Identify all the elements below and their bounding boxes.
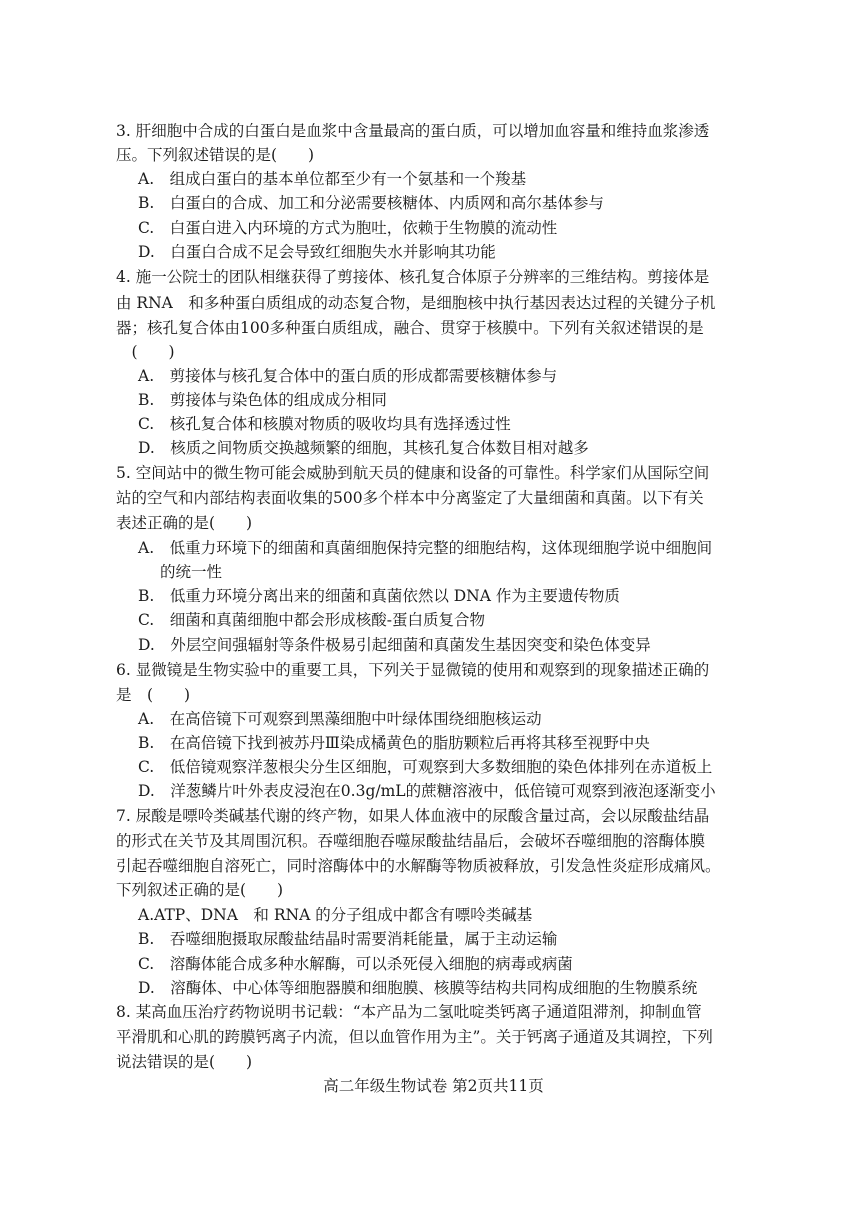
q7-option-a: A.ATP、DNA 和 RNA 的分子组成中都含有嘌呤类碱基: [138, 906, 533, 924]
q3-stem-line-1: 3. 肝细胞中合成的白蛋白是血浆中含量最高的蛋白质，可以增加血容量和维持血浆渗透: [116, 122, 710, 140]
q5-stem-line-3: 表述正确的是( ): [116, 514, 253, 532]
q8-stem-line-1: 8. 某高血压治疗药物说明书记载：“本产品为二氢吡啶类钙离子通道阻滞剂，抑制血管: [116, 1003, 702, 1021]
q3-option-c: C. 白蛋白进入内环境的方式为胞吐，依赖于生物膜的流动性: [138, 219, 558, 237]
q6-stem-line-2: 是 ( ): [116, 686, 191, 704]
q4-stem-line-1: 4. 施一公院士的团队相继获得了剪接体、核孔复合体原子分辨率的三维结构。剪接体是: [116, 268, 710, 286]
q4-stem-line-2: 由 RNA 和多种蛋白质组成的动态复合物，是细胞核中执行基因表达过程的关键分子机: [116, 294, 716, 312]
q6-option-a: A. 在高倍镜下可观察到黑藻细胞中叶绿体围绕细胞核运动: [138, 710, 542, 728]
q6-stem-line-1: 6. 显微镜是生物实验中的重要工具，下列关于显微镜的使用和观察到的现象描述正确的: [116, 661, 710, 679]
q3-stem-line-2: 压。下列叙述错误的是( ): [116, 146, 315, 164]
q7-option-d: D. 溶酶体、中心体等细胞器膜和细胞膜、核膜等结构共同构成细胞的生物膜系统: [138, 979, 698, 997]
q4-option-c: C. 核孔复合体和核膜对物质的吸收均具有选择透过性: [138, 415, 511, 433]
q5-stem-line-1: 5. 空间站中的微生物可能会威胁到航天员的健康和设备的可靠性。科学家们从国际空间: [116, 464, 710, 482]
q7-stem-line-4: 下列叙述正确的是( ): [116, 881, 284, 899]
q5-option-b: B. 低重力环境分离出来的细菌和真菌依然以 DNA 作为主要遗传物质: [138, 587, 620, 605]
q4-option-d: D. 核质之间物质交换越频繁的细胞，其核孔复合体数目相对越多: [138, 439, 589, 457]
q4-stem-line-3: 器；核孔复合体由100多种蛋白质组成，融合、贯穿于核膜中。下列有关叙述错误的是: [116, 319, 704, 337]
q3-option-d: D. 白蛋白合成不足会导致红细胞失水并影响其功能: [138, 243, 496, 261]
q8-stem-line-3: 说法错误的是( ): [116, 1053, 253, 1071]
q3-option-a: A. 组成白蛋白的基本单位都至少有一个氨基和一个羧基: [138, 170, 527, 188]
q6-option-b: B. 在高倍镜下找到被苏丹Ⅲ染成橘黄色的脂肪颗粒后再将其移至视野中央: [138, 734, 650, 752]
q4-stem-line-4: ( ): [116, 343, 175, 361]
q4-option-b: B. 剪接体与染色体的组成成分相同: [138, 391, 387, 409]
q5-option-d: D. 外层空间强辐射等条件极易引起细菌和真菌发生基因突变和染色体变异: [138, 636, 651, 654]
q5-option-a-cont: 的统一性: [160, 563, 223, 581]
q6-option-d: D. 洋葱鳞片叶外表皮浸泡在0.3g/mL的蔗糖溶液中，低倍镜可观察到液泡逐渐变小: [138, 782, 716, 800]
q8-stem-line-2: 平滑肌和心肌的跨膜钙离子内流，但以血管作用为主”。关于钙离子通道及其调控，下列: [116, 1028, 713, 1046]
q5-option-a: A. 低重力环境下的细菌和真菌细胞保持完整的细胞结构，这体现细胞学说中细胞间: [138, 539, 713, 557]
q4-option-a: A. 剪接体与核孔复合体中的蛋白质的形成都需要核糖体参与: [138, 367, 558, 385]
q7-stem-line-3: 引起吞噬细胞自溶死亡，同时溶酶体中的水解酶等物质被释放，引发急性炎症形成痛风。: [116, 857, 721, 875]
q7-option-c: C. 溶酶体能合成多种水解酶，可以杀死侵入细胞的病毒或病菌: [138, 955, 573, 973]
page-footer: 高二年级生物试卷 第2页共11页: [323, 1077, 544, 1095]
q6-option-c: C. 低倍镜观察洋葱根尖分生区细胞，可观察到大多数细胞的染色体排列在赤道板上: [138, 758, 713, 776]
q5-option-c: C. 细菌和真菌细胞中都会形成核酸-蛋白质复合物: [138, 611, 485, 629]
q7-option-b: B. 吞噬细胞摄取尿酸盐结晶时需要消耗能量，属于主动运输: [138, 930, 558, 948]
q3-option-b: B. 白蛋白的合成、加工和分泌需要核糖体、内质网和高尔基体参与: [138, 194, 604, 212]
q7-stem-line-1: 7. 尿酸是嘌呤类碱基代谢的终产物，如果人体血液中的尿酸含量过高，会以尿酸盐结晶: [116, 807, 710, 825]
q7-stem-line-2: 的形式在关节及其周围沉积。吞噬细胞吞噬尿酸盐结晶后，会破坏吞噬细胞的溶酶体膜: [116, 832, 706, 850]
q5-stem-line-2: 站的空气和内部结构表面收集的500多个样本中分离鉴定了大量细菌和真菌。以下有关: [116, 489, 704, 507]
